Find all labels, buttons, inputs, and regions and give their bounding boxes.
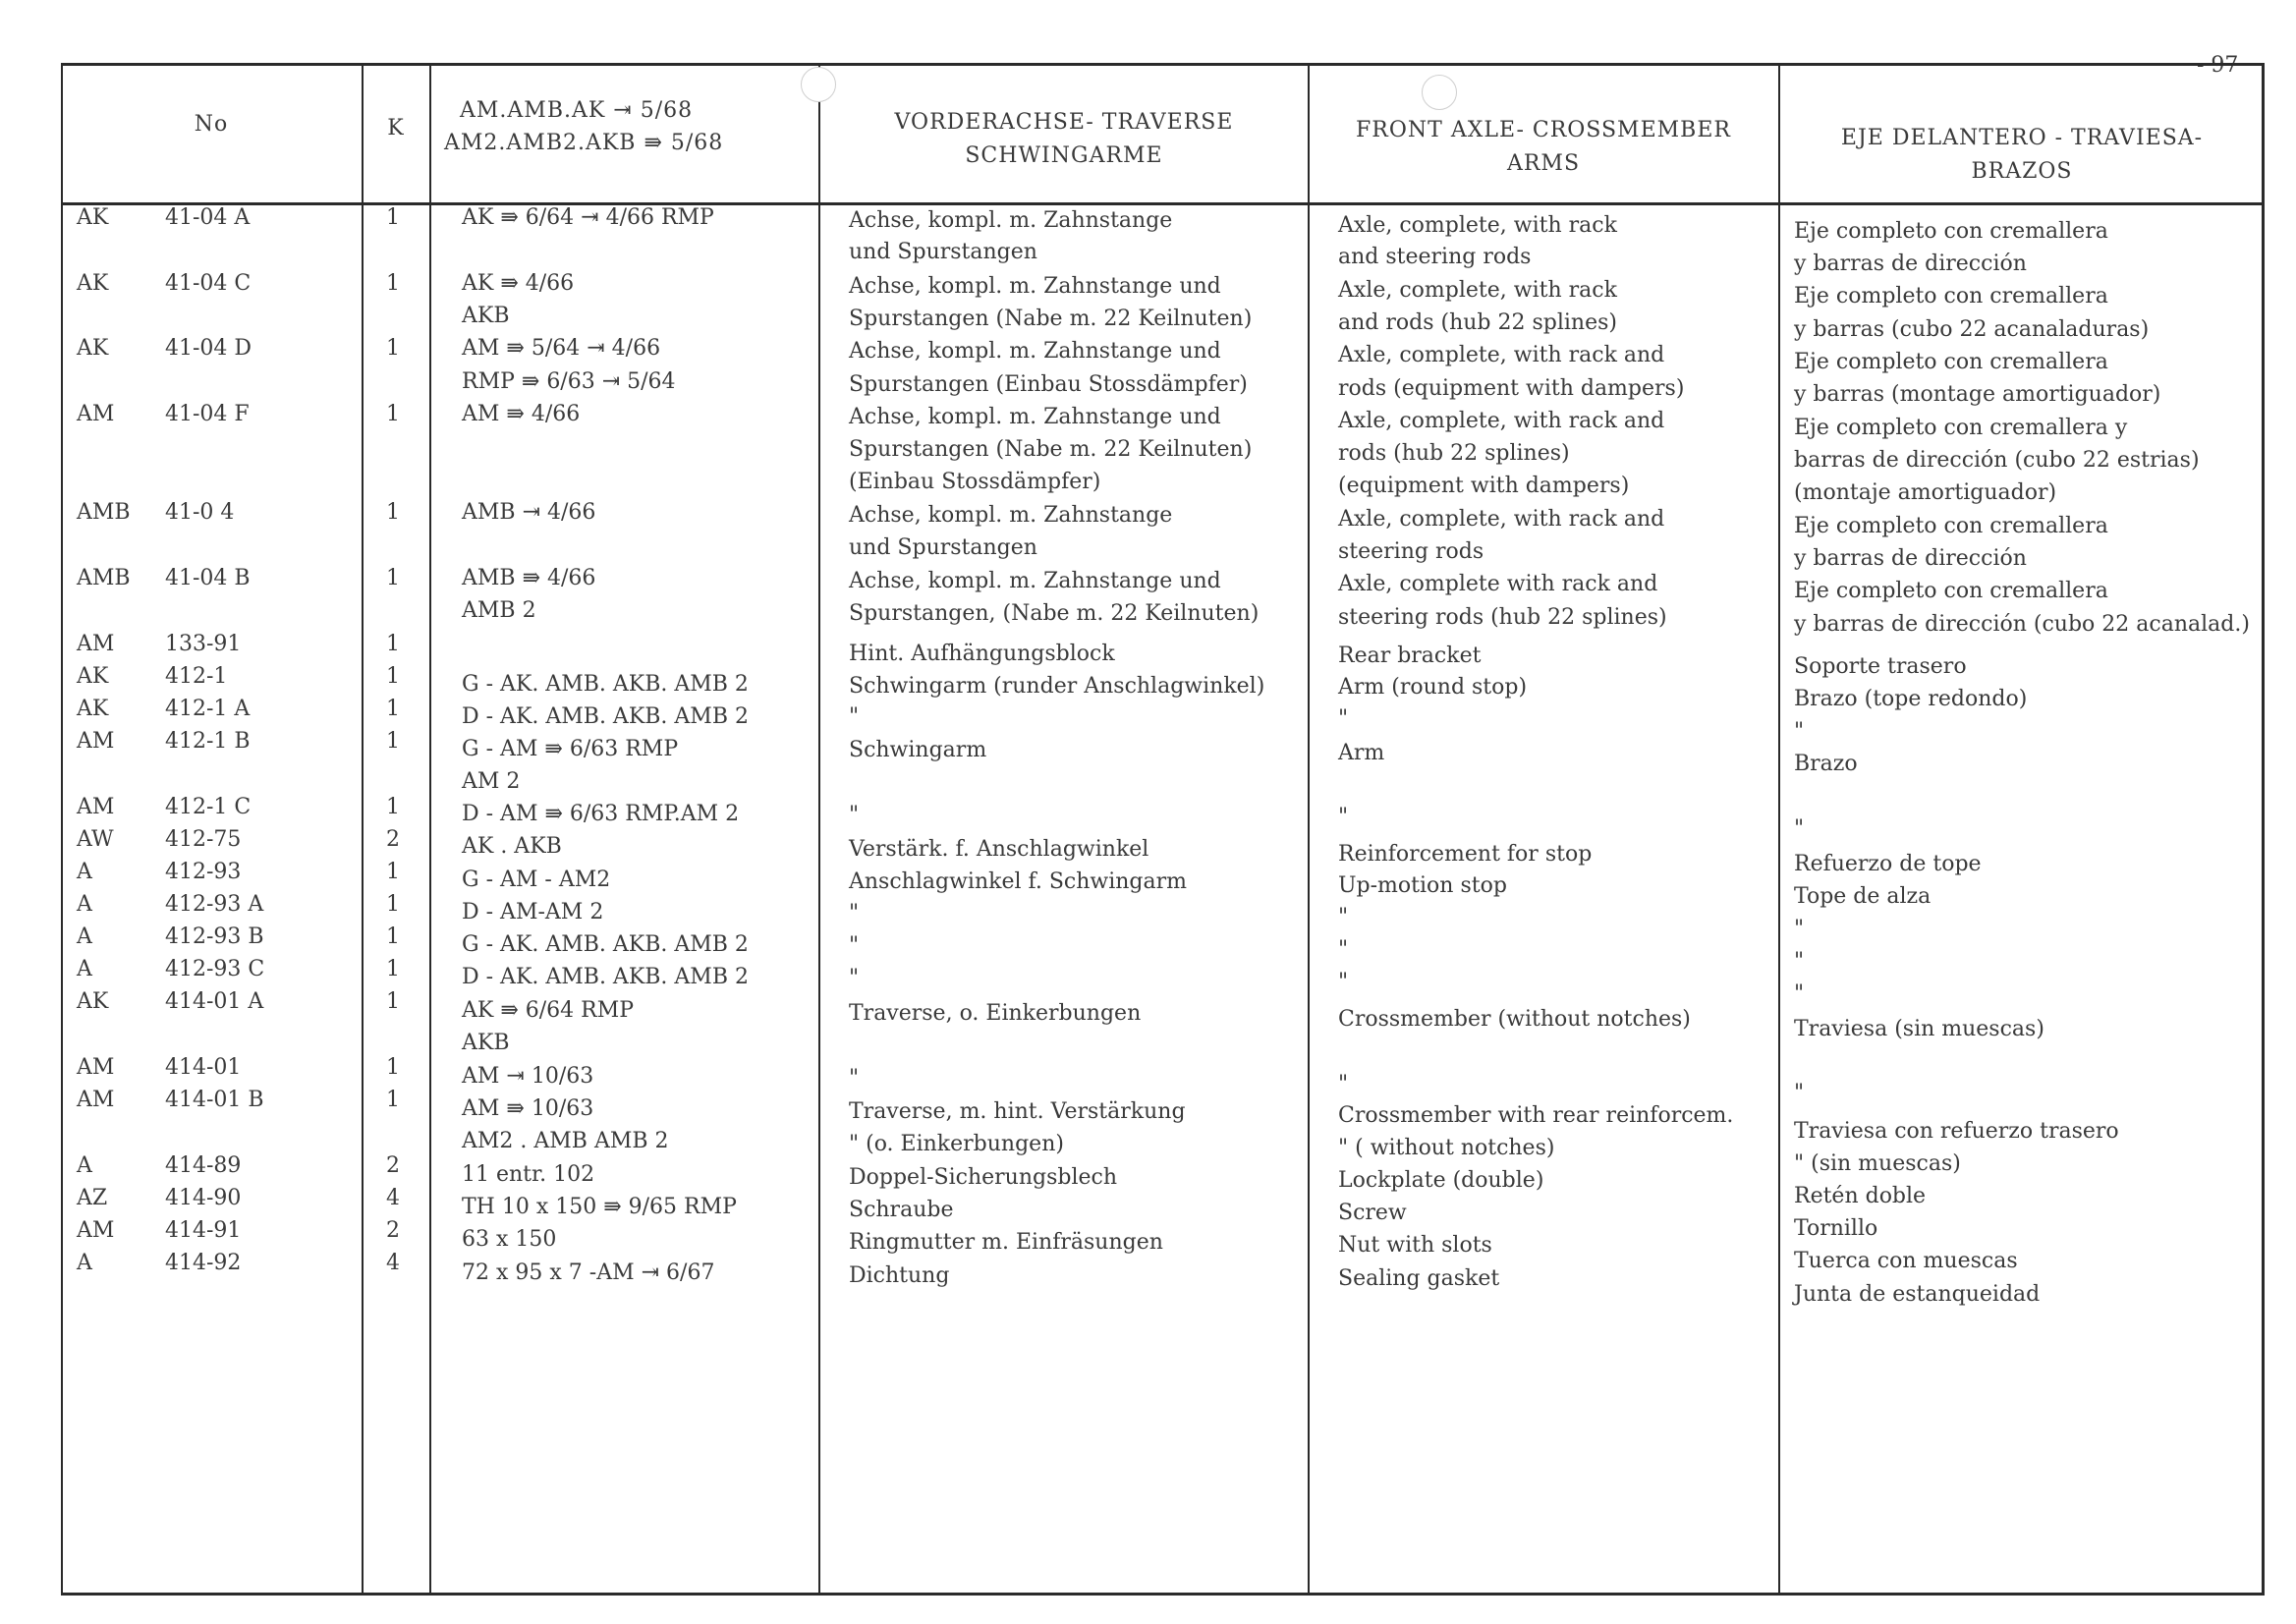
german-description-cell: Traverse, m. hint. Verstärkung: [849, 1099, 1186, 1124]
quantity-cell: 1: [386, 1055, 400, 1080]
model-code-cell: AMB: [77, 566, 131, 590]
english-description-cell: Arm: [1338, 741, 1385, 765]
model-range-cell: G - AM ⇛ 6/63 RMP: [462, 737, 679, 761]
quantity-cell: 1: [386, 271, 400, 296]
header-no: No: [194, 112, 229, 137]
quantity-cell: 1: [386, 924, 400, 949]
model-range-cell: G - AK. AMB. AKB. AMB 2: [462, 932, 749, 957]
english-description-cell: ": [1338, 1072, 1349, 1096]
header-models-line1: AM.AMB.AK ⇥ 5/68: [460, 98, 694, 123]
part-number-cell: 412-1 A: [165, 697, 251, 721]
model-range-cell: 72 x 95 x 7 -AM ⇥ 6/67: [462, 1260, 715, 1285]
spanish-description-cell: Eje completo con cremallera: [1794, 579, 2108, 603]
model-range-cell: D - AK. AMB. AKB. AMB 2: [462, 704, 749, 729]
part-number-cell: 41-04 C: [165, 271, 252, 296]
part-number-cell: 41-04 A: [165, 205, 251, 230]
model-range-cell: RMP ⇛ 6/63 ⇥ 5/64: [462, 369, 676, 394]
model-code-cell: AM: [77, 795, 115, 819]
part-number-cell: 412-93 C: [165, 957, 265, 981]
model-range-cell: 63 x 150: [462, 1227, 557, 1252]
german-description-cell: Dichtung: [849, 1263, 950, 1288]
german-description-cell: Anschlagwinkel f. Schwingarm: [849, 869, 1188, 894]
header-models-line2: AM2.AMB2.AKB ⇛ 5/68: [444, 131, 724, 155]
part-number-cell: 414-01 A: [165, 989, 264, 1014]
spanish-description-cell: Eje completo con cremallera: [1794, 219, 2108, 244]
header-german-line2: SCHWINGARME: [965, 143, 1163, 168]
german-description-cell: Spurstangen (Nabe m. 22 Keilnuten): [849, 307, 1253, 331]
english-description-cell: Rear bracket: [1338, 644, 1482, 668]
quantity-cell: 1: [386, 336, 400, 361]
model-range-cell: 11 entr. 102: [462, 1162, 595, 1187]
model-code-cell: AM: [77, 632, 115, 656]
model-range-cell: AM ⇛ 4/66: [462, 402, 581, 426]
english-description-cell: and rods (hub 22 splines): [1338, 310, 1617, 335]
model-range-cell: AK ⇛ 6/64 RMP: [462, 998, 635, 1023]
quantity-cell: 4: [386, 1186, 400, 1210]
spanish-description-cell: y barras de dirección: [1794, 252, 2027, 276]
english-description-cell: rods (hub 22 splines): [1338, 441, 1570, 466]
quantity-cell: 2: [386, 1153, 400, 1178]
german-description-cell: Schwingarm: [849, 738, 987, 762]
quantity-cell: 1: [386, 566, 400, 590]
spanish-description-cell: y barras (cubo 22 acanaladuras): [1794, 317, 2150, 342]
column-divider-models: [818, 65, 820, 1594]
part-number-cell: 412-75: [165, 827, 242, 852]
german-description-cell: Schraube: [849, 1198, 954, 1222]
model-range-cell: AMB ⇛ 4/66: [462, 566, 596, 590]
model-range-cell: AMB ⇥ 4/66: [462, 500, 596, 525]
english-description-cell: Lockplate (double): [1338, 1168, 1544, 1193]
model-code-cell: AK: [77, 336, 109, 361]
english-description-cell: Axle, complete, with rack: [1338, 278, 1617, 303]
quantity-cell: 2: [386, 1218, 400, 1243]
part-number-cell: 41-04 B: [165, 566, 251, 590]
english-description-cell: steering rods (hub 22 splines): [1338, 605, 1667, 630]
model-code-cell: AK: [77, 989, 109, 1014]
spanish-description-cell: y barras de dirección (cubo 22 acanalad.): [1794, 612, 2250, 637]
spanish-description-cell: ": [1794, 949, 1805, 974]
model-code-cell: A: [77, 1251, 92, 1275]
spanish-description-cell: ": [1794, 816, 1805, 841]
english-description-cell: Axle, complete, with rack and: [1338, 507, 1665, 532]
english-description-cell: Axle, complete, with rack and: [1338, 343, 1665, 367]
model-code-cell: A: [77, 924, 92, 949]
model-range-cell: G - AM - AM2: [462, 868, 611, 892]
quantity-cell: 1: [386, 697, 400, 721]
english-description-cell: " ( without notches): [1338, 1136, 1555, 1160]
german-description-cell: Achse, kompl. m. Zahnstange: [849, 503, 1173, 528]
part-number-cell: 414-90: [165, 1186, 242, 1210]
model-code-cell: AK: [77, 664, 109, 689]
part-number-cell: 414-01: [165, 1055, 242, 1080]
spanish-description-cell: y barras de dirección: [1794, 546, 2027, 571]
spanish-description-cell: ": [1794, 719, 1805, 744]
part-number-cell: 412-1 C: [165, 795, 252, 819]
spanish-description-cell: Traviesa (sin muescas): [1794, 1017, 2044, 1041]
spanish-description-cell: ": [1794, 981, 1805, 1006]
english-description-cell: Arm (round stop): [1338, 675, 1528, 700]
model-range-cell: AK . AKB: [462, 834, 562, 859]
german-description-cell: Spurstangen (Nabe m. 22 Keilnuten): [849, 437, 1253, 462]
english-description-cell: Sealing gasket: [1338, 1266, 1500, 1291]
spanish-description-cell: Soporte trasero: [1794, 654, 1967, 679]
german-description-cell: Traverse, o. Einkerbungen: [849, 1001, 1142, 1026]
part-number-cell: 414-89: [165, 1153, 242, 1178]
model-range-cell: AMB 2: [462, 598, 536, 623]
header-spanish-line2: BRAZOS: [1971, 159, 2073, 184]
spanish-description-cell: ": [1794, 1081, 1805, 1105]
quantity-cell: 1: [386, 989, 400, 1014]
spanish-description-cell: Tuerca con muescas: [1794, 1249, 2018, 1273]
model-code-cell: A: [77, 860, 92, 884]
model-code-cell: AK: [77, 205, 109, 230]
english-description-cell: (equipment with dampers): [1338, 474, 1630, 498]
quantity-cell: 1: [386, 205, 400, 230]
spanish-description-cell: Tornillo: [1794, 1216, 1878, 1241]
german-description-cell: Hint. Aufhängungsblock: [849, 642, 1115, 666]
english-description-cell: Up-motion stop: [1338, 873, 1507, 898]
part-number-cell: 412-1: [165, 664, 228, 689]
model-range-cell: AKB: [462, 1031, 510, 1055]
english-description-cell: Nut with slots: [1338, 1233, 1492, 1258]
page-number: - 97: [2197, 53, 2239, 78]
model-code-cell: AMB: [77, 500, 131, 525]
model-code-cell: AW: [77, 827, 114, 852]
german-description-cell: ": [849, 933, 860, 958]
spanish-description-cell: ": [1794, 917, 1805, 941]
quantity-cell: 1: [386, 957, 400, 981]
part-number-cell: 41-04 F: [165, 402, 250, 426]
german-description-cell: Achse, kompl. m. Zahnstange und: [849, 339, 1221, 364]
quantity-cell: 2: [386, 827, 400, 852]
german-description-cell: Spurstangen (Einbau Stossdämpfer): [849, 372, 1248, 397]
german-description-cell: und Spurstangen: [849, 535, 1037, 560]
german-description-cell: ": [849, 803, 860, 827]
german-description-cell: Schwingarm (runder Anschlagwinkel): [849, 674, 1265, 699]
model-range-cell: TH 10 x 150 ⇛ 9/65 RMP: [462, 1195, 737, 1219]
quantity-cell: 1: [386, 1088, 400, 1112]
model-range-cell: AM ⇛ 5/64 ⇥ 4/66: [462, 336, 661, 361]
part-number-cell: 41-04 D: [165, 336, 252, 361]
part-number-cell: 414-01 B: [165, 1088, 264, 1112]
model-range-cell: AK ⇛ 4/66: [462, 271, 575, 296]
model-code-cell: AM: [77, 1218, 115, 1243]
model-range-cell: D - AM-AM 2: [462, 900, 604, 924]
quantity-cell: 1: [386, 795, 400, 819]
model-code-cell: AM: [77, 1088, 115, 1112]
header-german-line1: VORDERACHSE- TRAVERSE: [894, 110, 1234, 135]
header-k: K: [387, 116, 405, 140]
part-number-cell: 412-1 B: [165, 729, 251, 754]
model-code-cell: AK: [77, 697, 109, 721]
quantity-cell: 1: [386, 632, 400, 656]
english-description-cell: Crossmember with rear reinforcem.: [1338, 1103, 1734, 1128]
german-description-cell: " (o. Einkerbungen): [849, 1132, 1064, 1156]
english-description-cell: ": [1338, 805, 1349, 829]
spanish-description-cell: Eje completo con cremallera: [1794, 514, 2108, 538]
spanish-description-cell: Traviesa con refuerzo trasero: [1794, 1119, 2119, 1144]
german-description-cell: Achse, kompl. m. Zahnstange und: [849, 274, 1221, 299]
spanish-description-cell: barras de dirección (cubo 22 estrias): [1794, 448, 2200, 473]
header-english-line2: ARMS: [1506, 151, 1581, 176]
english-description-cell: Screw: [1338, 1201, 1407, 1225]
english-description-cell: Axle, complete, with rack and: [1338, 409, 1665, 433]
model-range-cell: D - AM ⇛ 6/63 RMP.AM 2: [462, 802, 740, 826]
spanish-description-cell: Retén doble: [1794, 1184, 1927, 1208]
model-code-cell: AZ: [77, 1186, 108, 1210]
german-description-cell: Ringmutter m. Einfräsungen: [849, 1230, 1163, 1255]
quantity-cell: 1: [386, 860, 400, 884]
model-range-cell: AK ⇛ 6/64 ⇥ 4/66 RMP: [462, 205, 714, 230]
model-range-cell: AM2 . AMB AMB 2: [462, 1129, 669, 1153]
part-number-cell: 414-91: [165, 1218, 242, 1243]
german-description-cell: Achse, kompl. m. Zahnstange und: [849, 569, 1221, 593]
model-range-cell: AM ⇥ 10/63: [462, 1064, 594, 1089]
german-description-cell: Spurstangen, (Nabe m. 22 Keilnuten): [849, 601, 1260, 626]
quantity-cell: 1: [386, 402, 400, 426]
model-range-cell: AM ⇛ 10/63: [462, 1096, 594, 1121]
german-description-cell: ": [849, 966, 860, 990]
spanish-description-cell: Eje completo con cremallera y: [1794, 416, 2128, 440]
model-range-cell: D - AK. AMB. AKB. AMB 2: [462, 965, 749, 989]
spanish-description-cell: Refuerzo de tope: [1794, 852, 1982, 876]
english-description-cell: Axle, complete with rack and: [1338, 572, 1658, 596]
german-description-cell: und Spurstangen: [849, 240, 1037, 264]
english-description-cell: and steering rods: [1338, 245, 1532, 269]
header-german: [821, 106, 1307, 173]
german-description-cell: Verstärk. f. Anschlagwinkel: [849, 837, 1149, 862]
spanish-description-cell: y barras (montage amortiguador): [1794, 382, 2161, 407]
english-description-cell: ": [1338, 937, 1349, 962]
spanish-description-cell: Junta de estanqueidad: [1794, 1282, 2041, 1307]
english-description-cell: steering rods: [1338, 539, 1484, 564]
english-description-cell: Reinforcement for stop: [1338, 842, 1593, 867]
model-range-cell: AM 2: [462, 769, 521, 794]
english-description-cell: rods (equipment with dampers): [1338, 376, 1685, 401]
german-description-cell: ": [849, 1066, 860, 1091]
part-number-cell: 412-93 A: [165, 892, 264, 917]
column-divider-en: [1778, 65, 1780, 1594]
german-description-cell: ": [849, 704, 860, 729]
model-code-cell: A: [77, 1153, 92, 1178]
german-description-cell: Achse, kompl. m. Zahnstange: [849, 208, 1173, 233]
german-description-cell: Doppel-Sicherungsblech: [849, 1165, 1118, 1190]
english-description-cell: ": [1338, 905, 1349, 929]
part-number-cell: 133-91: [165, 632, 242, 656]
model-range-cell: AKB: [462, 304, 510, 328]
part-number-cell: 412-93 B: [165, 924, 264, 949]
header-spanish-line1: EJE DELANTERO - TRAVIESA-: [1840, 126, 2204, 150]
german-description-cell: ": [849, 901, 860, 925]
english-description-cell: Crossmember (without notches): [1338, 1007, 1691, 1032]
quantity-cell: 1: [386, 892, 400, 917]
punch-hole-2: [1422, 75, 1457, 110]
quantity-cell: 4: [386, 1251, 400, 1275]
punch-hole-1: [801, 67, 836, 102]
column-divider-de: [1308, 65, 1310, 1594]
part-number-cell: 414-92: [165, 1251, 242, 1275]
english-description-cell: ": [1338, 970, 1349, 994]
english-description-cell: ": [1338, 706, 1349, 731]
header-english-line1: FRONT AXLE- CROSSMEMBER: [1356, 118, 1731, 142]
german-description-cell: Achse, kompl. m. Zahnstange und: [849, 405, 1221, 429]
model-range-cell: G - AK. AMB. AKB. AMB 2: [462, 672, 749, 697]
model-code-cell: AM: [77, 402, 115, 426]
spanish-description-cell: Brazo (tope redondo): [1794, 687, 2028, 711]
spanish-description-cell: Tope de alza: [1794, 884, 1932, 909]
part-number-cell: 412-93: [165, 860, 242, 884]
model-code-cell: AK: [77, 271, 109, 296]
quantity-cell: 1: [386, 500, 400, 525]
spanish-description-cell: Eje completo con cremallera: [1794, 350, 2108, 374]
spanish-description-cell: " (sin muescas): [1794, 1151, 1961, 1176]
model-code-cell: A: [77, 957, 92, 981]
column-divider-k: [429, 65, 431, 1594]
header-spanish: [1781, 122, 2263, 189]
spanish-description-cell: Eje completo con cremallera: [1794, 284, 2108, 308]
quantity-cell: 1: [386, 729, 400, 754]
column-divider-no: [362, 65, 364, 1594]
german-description-cell: (Einbau Stossdämpfer): [849, 470, 1101, 494]
english-description-cell: Axle, complete, with rack: [1338, 213, 1617, 238]
model-code-cell: AM: [77, 729, 115, 754]
header-english: [1311, 114, 1776, 181]
spanish-description-cell: Brazo: [1794, 752, 1858, 776]
spanish-description-cell: (montaje amortiguador): [1794, 480, 2057, 505]
quantity-cell: 1: [386, 664, 400, 689]
part-number-cell: 41-0 4: [165, 500, 235, 525]
model-code-cell: AM: [77, 1055, 115, 1080]
model-code-cell: A: [77, 892, 92, 917]
